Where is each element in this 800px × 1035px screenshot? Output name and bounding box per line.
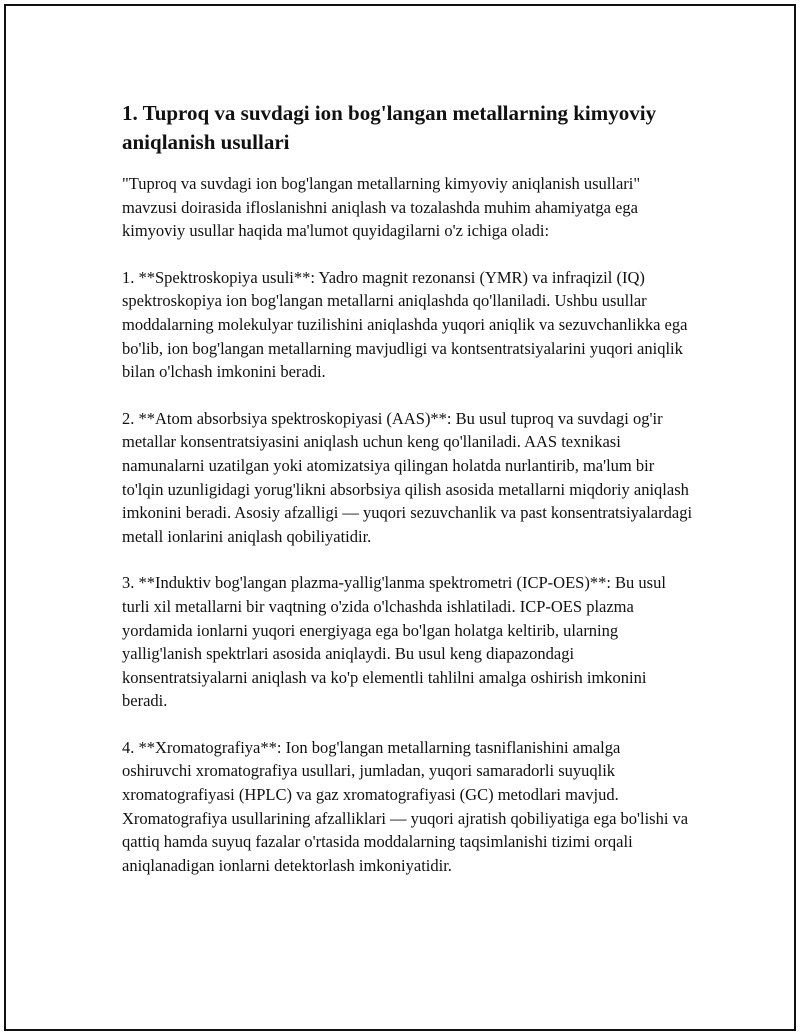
paragraph-icp-oes: 3. **Induktiv bog'langan plazma-yallig'lanma spektrometri (ICP-OES)**: Bu usul turli xil metallarni bir vaqtning o'zida o'lchashda ishlatiladi. ICP-OES plazma yordamida ionlarni yuqori energiyaga ega bo'lgan holatga keltirib, ularning yallig'lanish spektrlari asosida aniqlaydi. Bu usul keng diapazondagi konsentratsiyalarni aniqlash va ko'p elementli tahlilni amalga oshirish imkonini beradi.: [122, 573, 666, 711]
page-frame: [4, 4, 796, 1031]
intro-paragraph: "Tuproq va suvdagi ion bog'langan metallarning kimyoviy aniqlanish usullari" mavzusi doirasida ifloslanishni aniqlash va tozalashda muhim ahamiyatga ega kimyoviy usullar haqida ma'lumot quyidagilarni o'z ichiga oladi:: [122, 174, 641, 241]
document-title: 1. Tuproq va suvdagi ion bog'langan metallarning kimyoviy aniqlanish usullari: [122, 101, 657, 154]
document-content: [122, 99, 694, 900]
paragraph-xromatografiya: 4. **Xromatografiya**: Ion bog'langan metallarning tasniflanishini amalga oshiruvchi xromatografiya usullari, jumladan, yuqori samaradorli suyuqlik xromatografiyasi (HPLC) va gaz xromatografiyasi (GC) metodlari mavjud. Xromatografiya usullarining afzalliklari — yuqori ajratish qobiliyatiga ega bo'lishi va qattiq hamda suyuq fazalar o'rtasida moddalarning taqsimlanishi tizimi orqali aniqlanadigan ionlarni detektorlash imkoniyatidir.: [122, 737, 689, 875]
paragraph-spektroskopiya: 1. **Spektroskopiya usuli**: Yadro magnit rezonansi (YMR) va infraqizil (IQ) spektroskopiya ion bog'langan metallarni aniqlashda qo'llaniladi. Ushbu usullar moddalarning molekulyar tuzilishini aniqlashda yuqori aniqlik va sezuvchanlikka ega bo'lib, ion bog'langan metallarning mavjudligi va kontsentratsiyalarini yuqori aniqlik bilan o'lchash imkonini beradi.: [122, 267, 688, 382]
paragraph-aas: 2. **Atom absorbsiya spektroskopiyasi (AAS)**: Bu usul tuproq va suvdagi og'ir metallar konsentratsiyasini aniqlash uchun keng qo'llaniladi. AAS texnikasi namunalarni uzatilgan yoki atomizatsiya qilingan holatda nurlantirib, ma'lum bir to'lqin uzunligidagi yorug'likni absorbsiya qilish asosida metallarni miqdoriy aniqlash imkonini beradi. Asosiy afzalligi — yuqori sezuvchanlik va past konsentratsiyalardagi metall ionlarini aniqlash qobiliyatidir.: [122, 408, 693, 546]
